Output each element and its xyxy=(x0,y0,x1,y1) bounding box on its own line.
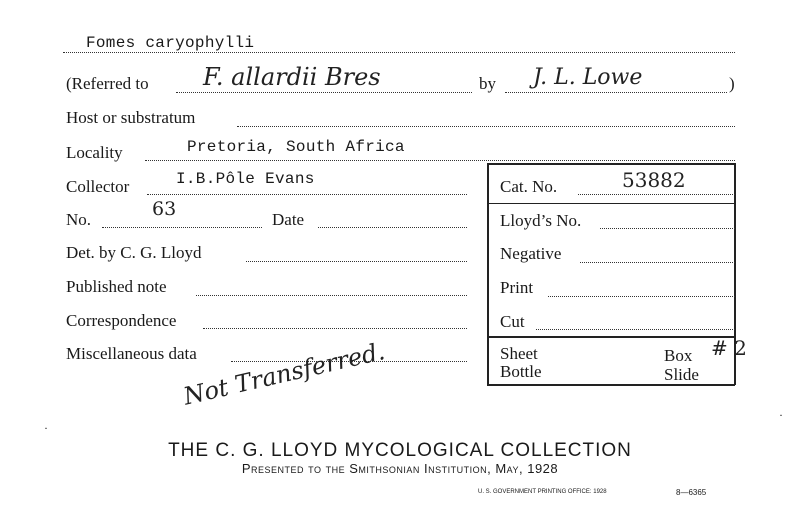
stray-mark: · xyxy=(44,421,48,435)
negative-line xyxy=(580,262,735,263)
not-transferred-note: Not Transferred. xyxy=(180,337,388,411)
collector-line xyxy=(147,194,467,195)
form-number: 8—6365 xyxy=(676,488,707,497)
bottle-label: Bottle xyxy=(500,362,542,381)
cat-no-label: Cat. No. xyxy=(500,177,558,196)
cat-no-value: 53882 xyxy=(622,168,686,192)
det-by-label: Det. by C. G. Lloyd xyxy=(66,243,202,262)
referred-to-value: F. allardii Bres xyxy=(203,63,381,91)
number-label: No. xyxy=(66,210,92,229)
box-label: Box xyxy=(664,346,693,365)
published-note-label: Published note xyxy=(66,277,167,296)
number-line xyxy=(102,227,262,228)
species-name: Fomes caryophylli xyxy=(86,34,255,52)
negative-label: Negative xyxy=(500,244,562,263)
collector-label: Collector xyxy=(66,177,130,196)
collector-value: I.B.Pôle Evans xyxy=(176,170,315,188)
box-top-border xyxy=(487,163,735,165)
published-note-line xyxy=(196,295,467,296)
date-label: Date xyxy=(272,210,305,229)
misc-data-label: Miscellaneous data xyxy=(66,344,197,363)
host-line xyxy=(237,126,735,127)
correspondence-label: Correspondence xyxy=(66,311,177,330)
cat-no-line xyxy=(578,194,735,195)
locality-line xyxy=(145,160,735,161)
by-line xyxy=(505,92,727,93)
printing-office-line: U. S. GOVERNMENT PRINTING OFFICE: 1928 xyxy=(478,489,607,495)
lloyds-no-label: Lloyd’s No. xyxy=(500,211,582,230)
referred-to-label: (Referred to xyxy=(66,74,149,93)
collection-title: THE C. G. LLOYD MYCOLOGICAL COLLECTION xyxy=(168,440,632,461)
close-paren: ) xyxy=(729,74,735,93)
stray-mark: · xyxy=(779,408,783,422)
host-label: Host or substratum xyxy=(66,108,196,127)
box-left-border xyxy=(487,163,489,385)
locality-value: Pretoria, South Africa xyxy=(187,138,405,156)
box-value: # 2 xyxy=(711,336,747,360)
lloyds-no-line xyxy=(600,228,735,229)
by-label: by xyxy=(479,74,496,93)
box-storage-rule xyxy=(487,336,735,338)
det-by-line xyxy=(246,261,467,262)
species-line xyxy=(63,52,735,53)
cat-row-rule xyxy=(487,203,735,204)
print-label: Print xyxy=(500,278,534,297)
number-value: 63 xyxy=(152,198,177,220)
slide-label: Slide xyxy=(664,365,699,384)
correspondence-line xyxy=(203,328,467,329)
cut-label: Cut xyxy=(500,312,525,331)
sheet-label: Sheet xyxy=(500,344,538,363)
by-value: J. L. Lowe xyxy=(533,65,643,90)
print-line xyxy=(548,296,735,297)
cut-line xyxy=(536,329,735,330)
date-line xyxy=(318,227,467,228)
referred-to-line xyxy=(176,92,472,93)
collection-subtitle: Presented to the Smithsonian Institution, May, 1928 xyxy=(241,461,559,476)
locality-label: Locality xyxy=(66,143,123,162)
